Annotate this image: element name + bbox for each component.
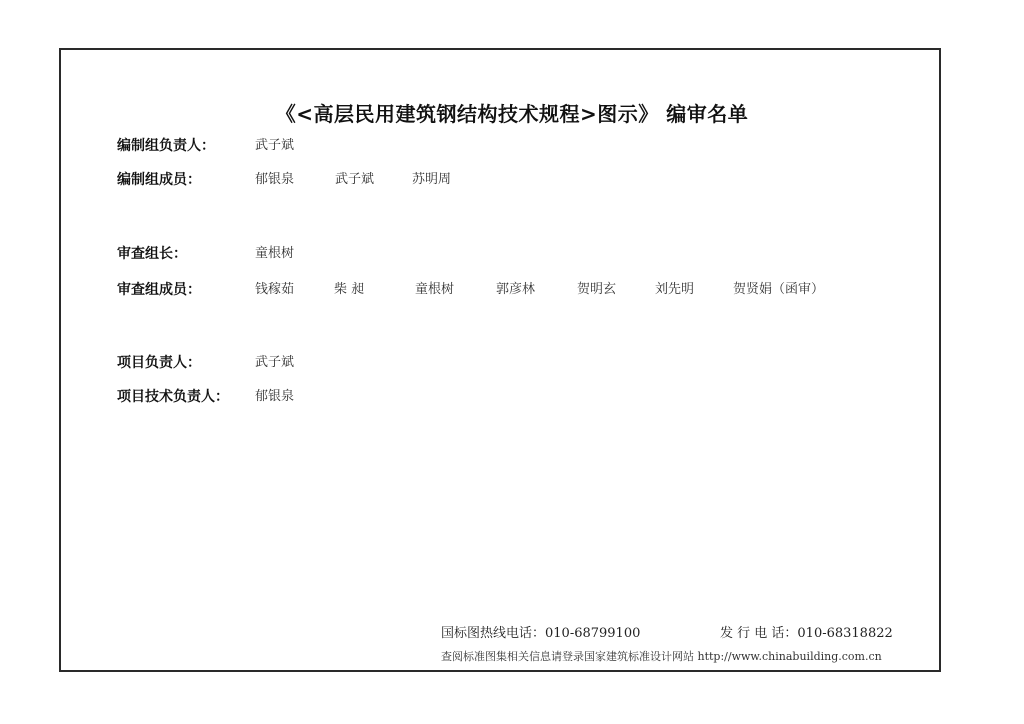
person-name: 武子斌 xyxy=(255,355,295,370)
person-name: 童根树 xyxy=(255,246,295,261)
person-name: 钱稼茹 xyxy=(255,282,295,297)
person-name: 贺贤娟（函审） xyxy=(733,282,825,297)
row-label: 编制组负责人： xyxy=(117,138,215,154)
footer-website-note: 查阅标准图集相关信息请登录国家建筑标准设计网站 http://www.chinabuilding.com.cn xyxy=(441,650,882,663)
person-name: 苏明周 xyxy=(412,172,452,187)
person-name: 柴 昶 xyxy=(334,282,365,297)
page-title: 《<高层民用建筑钢结构技术规程>图示》 编审名单 xyxy=(275,102,749,126)
footer-phone-line xyxy=(441,622,893,641)
row-label: 编制组成员： xyxy=(117,172,201,188)
person-name: 贺明玄 xyxy=(577,282,617,297)
row-label: 审查组成员： xyxy=(117,282,201,298)
person-name: 刘先明 xyxy=(655,282,695,297)
hotline-text: 国标图热线电话：010-68799100 xyxy=(441,626,641,641)
row-label: 审查组长： xyxy=(117,246,187,262)
person-name: 武子斌 xyxy=(255,138,295,153)
person-name: 武子斌 xyxy=(335,172,375,187)
person-name: 童根树 xyxy=(415,282,455,297)
row-label: 项目技术负责人： xyxy=(117,389,229,405)
person-name: 郭彦林 xyxy=(496,282,536,297)
row-label: 项目负责人： xyxy=(117,355,201,371)
person-name: 郁银泉 xyxy=(255,389,295,404)
distribution-phone-text: 发 行 电 话：010-68318822 xyxy=(720,626,893,641)
person-name: 郁银泉 xyxy=(255,172,295,187)
